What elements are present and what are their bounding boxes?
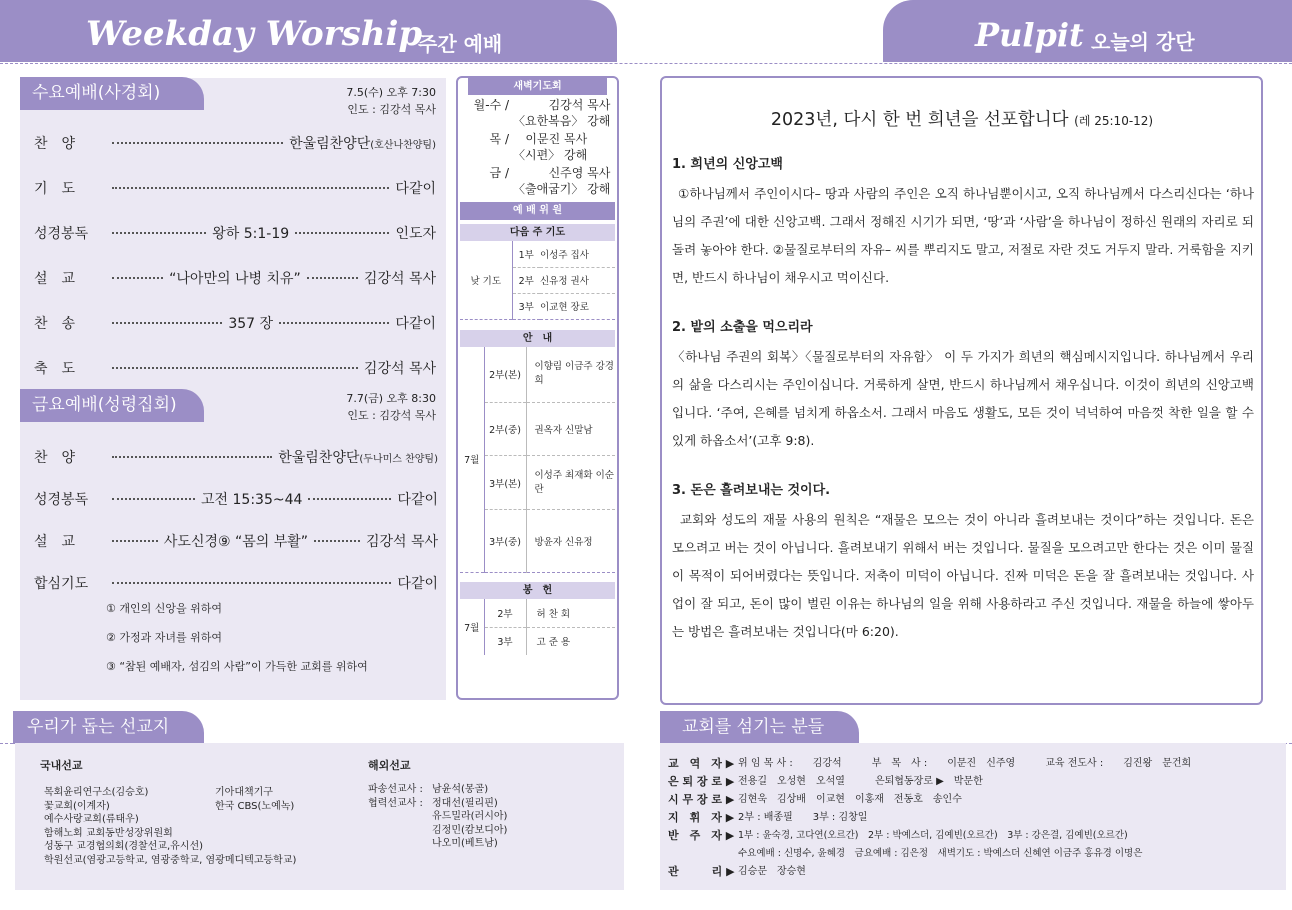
order-value: 다같이 [397, 492, 438, 508]
guide-part: 3부(본) [484, 456, 526, 510]
order-label: 설 교 [34, 534, 76, 550]
section-heading: 1. 희년의 신앙고백 [672, 157, 783, 172]
order-note: (호산나찬양팀) [370, 140, 436, 151]
order-value: 김강석 목사 [363, 271, 436, 287]
overseas-name: 유드밀라(러시아) [432, 811, 508, 822]
wednesday-order [34, 133, 436, 403]
order-label: 성경봉독 [34, 226, 89, 242]
guide-part: 2부(중) [484, 403, 526, 456]
staff-text: 전용길 오성현 오석열 은퇴협동장로 ▶ 박문한 [738, 776, 983, 787]
dawn-topic: 〈출애굽기〉 강해 [513, 182, 611, 196]
staff-label: 시 무 장 로 ▶ [668, 793, 735, 806]
order-mid: 357 장 [228, 316, 274, 332]
friday-order [34, 447, 438, 599]
mission-item: 목회윤리연구소(김승호) [44, 787, 149, 798]
overseas-name: 나오미(베트남) [432, 838, 498, 849]
order-value: 한울림찬양단 [289, 136, 371, 152]
weekday-worship-title: Weekday Worship [86, 14, 423, 54]
mission-item: 예수사랑교회(류태우) [44, 814, 139, 825]
order-value: 다같이 [395, 316, 436, 332]
order-value: 김강석 목사 [365, 534, 439, 550]
order-row [34, 489, 438, 531]
overseas-name: 정대선(필리핀) [432, 797, 498, 809]
next-prayer-head: 다음 주 기도 [460, 224, 615, 241]
order-label: 합심기도 [34, 576, 89, 592]
prayer-name: 신유정 권사 [540, 267, 615, 293]
dawn-day: 월-수 / [473, 98, 509, 112]
wednesday-leader: 인도 : 김강석 목사 [347, 103, 436, 116]
order-note: (두나미스 찬양팀) [359, 454, 438, 465]
mission-item: 학원선교(염광고등학교, 염광중학교, 염광메디텍고등학교) [44, 854, 297, 866]
mission-item: 한국 CBS(노예녹) [215, 800, 295, 812]
offering-name: 고 준 용 [536, 637, 571, 649]
order-row [34, 531, 438, 573]
sermon-title: 2023년, 다시 한 번 희년을 선포합니다 [770, 110, 1069, 130]
sermon-reference: (레 25:10-12) [1074, 114, 1154, 128]
staff-text: 김승문 장승현 [738, 866, 806, 877]
overseas-name: 김정민(캄보디아) [432, 824, 508, 836]
pulpit-title: Pulpit [975, 16, 1084, 54]
staff-text: 김현욱 김상배 이교현 이홍재 전동호 송인수 [738, 794, 962, 805]
committee-head: 예 배 위 원 [460, 202, 615, 220]
weekday-worship-header [0, 0, 617, 62]
staff-text: 수요예배 : 신명수, 윤혜경 금요예배 : 김은정 새벽기도 : 박예스더 신혜연 이금주 홍유경 이명은 [738, 848, 1143, 859]
prayer-part: 1부 [512, 241, 540, 267]
dawn-preacher: 신주영 목사 [548, 166, 611, 180]
order-row [34, 178, 436, 223]
order-row [34, 223, 436, 268]
weekday-worship-subtitle: 주간 예배 [418, 32, 503, 56]
staff-panel [660, 743, 1286, 890]
staff-list [668, 755, 1191, 881]
domestic-list-2 [215, 786, 294, 813]
dawn-preacher: 이문진 목사 [525, 132, 588, 146]
staff-label: 교 역 자 ▶ [668, 757, 735, 770]
overseas-label: 파송선교사 : [368, 784, 423, 795]
order-label: 기 도 [34, 181, 76, 197]
guide-names: 방윤자 신유정 [526, 510, 615, 573]
order-mid: 고전 15:35~44 [201, 492, 303, 508]
section-body: 교회와 성도의 재물 사용의 원칙은 “재물은 모으는 것이 아니라 흘려보내는 것이다”하는 것입니다. 돈은 모으려고 버는 것이 아닙니다. 흘려보내기 위해서 버는 것입니다. 물질을 모으려고만 한다는 것은 이미 물질이 목적이 되어버렸다는 뜻입니다. 저축이 미덕이 아닙니다. 진짜 미덕은 돈을 잘 흘려보내는 것입니다. 사업이 잘 되고, 돈이 많이 벌린 이유는 하나님의 일을 위해 사용하라고 주신 것입니다. 재물을 하늘에 쌓아두는 방법은 흘려보내는 것입니다(마 6:20). [672, 512, 1254, 639]
staff-text: 위 임 목 사 : 김강석 부 목 사 : 이문진 신주영 교육 전도사 : 김진왕 문건희 [738, 758, 1192, 769]
offering-head: 봉 헌 [460, 582, 615, 599]
mission-item: 성동구 교경협의회(경찰선교,유시선) [44, 841, 204, 852]
order-label: 찬 양 [34, 450, 76, 466]
prayer-table [460, 241, 615, 320]
overseas-label: 협력선교사 : [368, 797, 423, 809]
dawn-day: 목 / [489, 132, 509, 146]
pulpit-header [883, 0, 1292, 62]
order-value: 김강석 목사 [363, 361, 436, 377]
order-label: 찬 양 [34, 136, 76, 152]
overseas-name: 남윤석(몽골) [432, 784, 489, 795]
guide-part: 2부(본) [484, 347, 526, 403]
offering-name: 허 찬 회 [526, 599, 615, 627]
guide-table [460, 347, 615, 574]
order-value: 다같이 [395, 181, 436, 197]
section-body: ①하나님께서 주인이시다– 땅과 사람의 주인은 오직 하나님뿐이시고, 오직 하나님께서 다스리신다는 ‘하나님의 주권’에 대한 신앙고백. 그래서 정해진 시기가 되면, ‘땅’과 ‘사람’을 하나님이 정하신 원래의 자리로 되돌려 놓아야 한다. ②물질로부터의 자유– 씨를 뿌리지도 말고, 저절로 자란 것도 거두지 말라. 거룩함을 지키면, 반드시 하나님이 채우시고 먹이신다. [672, 186, 1254, 285]
order-value: 한울림찬양단 [278, 450, 360, 466]
prayer-topic: ② 가정과 자녀를 위하여 [106, 631, 222, 644]
section-heading: 3. 돈은 흘려보내는 것이다. [672, 483, 831, 498]
offering-part: 2부 [484, 599, 526, 627]
prayer-part: 2부 [512, 267, 540, 293]
dawn-topic: 〈요한복음〉 강해 [513, 114, 611, 128]
mission-item: 꽃교회(이계자) [44, 800, 110, 812]
dawn-prayer-head: 새벽기도회 [468, 78, 607, 95]
missions-tab: 우리가 돕는 선교지 [13, 711, 204, 744]
prayer-label: 낮 기도 [460, 241, 512, 319]
pulpit-subtitle: 오늘의 강단 [1091, 30, 1195, 54]
sermon-title-line [662, 106, 1262, 131]
offering-table [460, 599, 615, 655]
order-mid: “나아만의 나병 치유” [169, 271, 301, 287]
order-label: 찬 송 [34, 316, 76, 332]
guide-part: 3부(중) [484, 510, 526, 573]
offering-month: 7월 [460, 599, 484, 655]
prayer-name: 이교현 장로 [540, 293, 615, 319]
dawn-topic: 〈시편〉 강해 [513, 148, 588, 162]
staff-text: 2부 : 배종필 3부 : 김창일 [738, 812, 868, 823]
prayer-topic: ① 개인의 신앙을 위하여 [106, 602, 222, 615]
guide-names: 이향림 이금주 강경희 [526, 347, 615, 403]
guide-names: 권옥자 신말남 [526, 403, 615, 456]
committee-box [456, 76, 619, 700]
staff-text: 1부 : 윤숙경, 고다연(오르간) 2부 : 박예스더, 김예빈(오르간) 3부 : 강은결, 김예빈(오르간) [738, 830, 1128, 841]
order-row [34, 447, 438, 489]
sermon-box [660, 76, 1263, 705]
staff-tab: 교회를 섬기는 분들 [660, 711, 859, 744]
section-heading: 2. 밭의 소출을 먹으리라 [672, 320, 813, 335]
friday-date: 7.7(금) 오후 8:30 [346, 392, 436, 405]
overseas-list [368, 783, 507, 851]
staff-label: 반 주 자 ▶ [668, 829, 735, 842]
prayer-part: 3부 [512, 293, 540, 319]
offering-part: 3부 [484, 627, 526, 655]
order-value: 다같이 [397, 576, 438, 592]
wednesday-tab: 수요예배(사경회) [20, 77, 204, 110]
prayer-topics [106, 594, 368, 681]
dawn-preacher: 김강석 목사 [548, 98, 611, 112]
mission-item: 기아대책기구 [215, 787, 273, 798]
guide-names: 이성주 최재화 이순란 [526, 456, 615, 510]
order-row [34, 313, 436, 358]
overseas-head: 해외선교 [368, 759, 411, 772]
prayer-name: 이성주 집사 [540, 241, 615, 267]
missions-panel [15, 743, 624, 890]
wednesday-date: 7.5(수) 오후 7:30 [346, 86, 436, 99]
domestic-head: 국내선교 [40, 759, 83, 772]
order-label: 축 도 [34, 361, 76, 377]
staff-label: 관 리 ▶ [668, 865, 735, 878]
order-mid: 왕하 5:1-19 [212, 226, 290, 242]
order-row [34, 268, 436, 313]
header-divider [0, 63, 1292, 64]
dawn-day: 금 / [489, 166, 509, 180]
order-value: 인도자 [395, 226, 437, 242]
order-label: 설 교 [34, 271, 76, 287]
sermon-body [672, 153, 1254, 646]
mission-item: 함해노회 교회동반성장위원회 [44, 827, 173, 839]
guide-head: 안 내 [460, 330, 615, 347]
section-body: 〈하나님 주권의 회복〉〈물질로부터의 자유함〉 이 두 가지가 희년의 핵심메시지입니다. 하나님께서 우리의 삶을 다스리시는 주인이십니다. 거룩하게 살면, 반드시 하나님께서 채우십니다. 이것이 희년의 신앙고백입니다. ‘주여, 은혜를 넘치게 하옵소서. 그래서 마음도 생활도, 모든 것이 넉넉하여 마음껏 착한 일을 할 수 있게 하옵소서’(고후 9:8). [672, 349, 1254, 448]
staff-label: 지 휘 자 ▶ [668, 811, 735, 824]
staff-label: 은 퇴 장 로 ▶ [668, 775, 735, 788]
order-label: 성경봉독 [34, 492, 89, 508]
friday-leader: 인도 : 김강석 목사 [347, 409, 436, 422]
order-mid: 사도신경⑨ “몸의 부활” [163, 534, 309, 550]
friday-tab: 금요예배(성령집회) [20, 389, 204, 422]
dawn-prayer-list [458, 95, 617, 199]
order-row [34, 133, 436, 178]
prayer-topic: ③ “참된 예배자, 섬김의 사람”이 가득한 교회를 위하여 [106, 660, 368, 673]
guide-month: 7월 [460, 347, 484, 573]
